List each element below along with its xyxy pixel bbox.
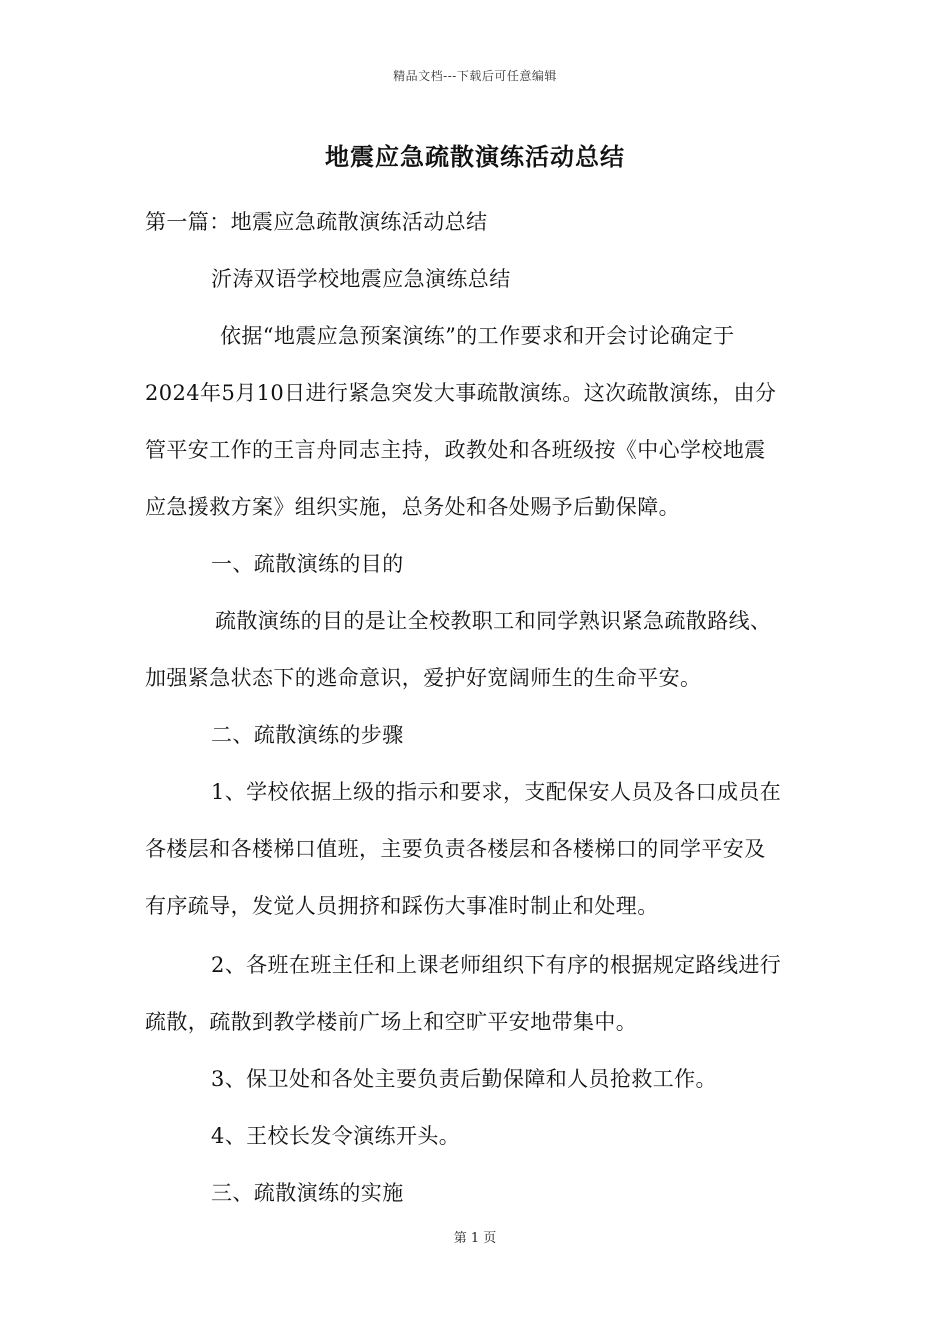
paragraph-line: 管平安工作的王言舟同志主持，政教处和各班级按《中心学校地震 bbox=[145, 438, 766, 462]
paragraph-line: 3、保卫处和各处主要负责后勤保障和人员抢救工作。 bbox=[211, 1067, 717, 1091]
document-title: 地震应急疏散演练活动总结 bbox=[325, 142, 625, 171]
paragraph-line: 2、各班在班主任和上课老师组织下有序的根据规定路线进行 bbox=[211, 953, 782, 977]
paragraph-line: 疏散，疏散到教学楼前广场上和空旷平安地带集中。 bbox=[145, 1010, 638, 1034]
paragraph-line: 1、学校依据上级的指示和要求，支配保安人员及各口成员在 bbox=[211, 780, 782, 804]
section-heading: 第一篇：地震应急疏散演练活动总结 bbox=[145, 210, 488, 234]
paragraph-line: 应急援救方案》组织实施，总务处和各处赐予后勤保障。 bbox=[145, 495, 680, 519]
paragraph-line: 加强紧急状态下的逃命意识，爱护好宽阔师生的生命平安。 bbox=[145, 666, 702, 690]
paragraph-line: 依据“地震应急预案演练”的工作要求和开会讨论确定于 bbox=[220, 324, 735, 348]
page-number: 第 1 页 bbox=[453, 1231, 497, 1246]
heading-line: 一、疏散演练的目的 bbox=[211, 552, 404, 576]
paragraph-line: 2024年5月10日进行紧急突发大事疏散演练。这次疏散演练，由分 bbox=[145, 381, 777, 405]
paragraph-line: 4、王校长发令演练开头。 bbox=[211, 1124, 461, 1148]
header-note: 精品文档---下载后可任意编辑 bbox=[393, 69, 557, 83]
subtitle-line: 沂涛双语学校地震应急演练总结 bbox=[211, 267, 511, 291]
heading-line: 三、疏散演练的实施 bbox=[211, 1181, 404, 1205]
heading-line: 二、疏散演练的步骤 bbox=[211, 723, 404, 747]
paragraph-line: 各楼层和各楼梯口值班，主要负责各楼层和各楼梯口的同学平安及 bbox=[145, 837, 766, 861]
paragraph-line: 疏散演练的目的是让全校教职工和同学熟识紧急疏散路线、 bbox=[215, 609, 772, 633]
paragraph-line: 有序疏导，发觉人员拥挤和踩伤大事准时制止和处理。 bbox=[145, 894, 659, 918]
